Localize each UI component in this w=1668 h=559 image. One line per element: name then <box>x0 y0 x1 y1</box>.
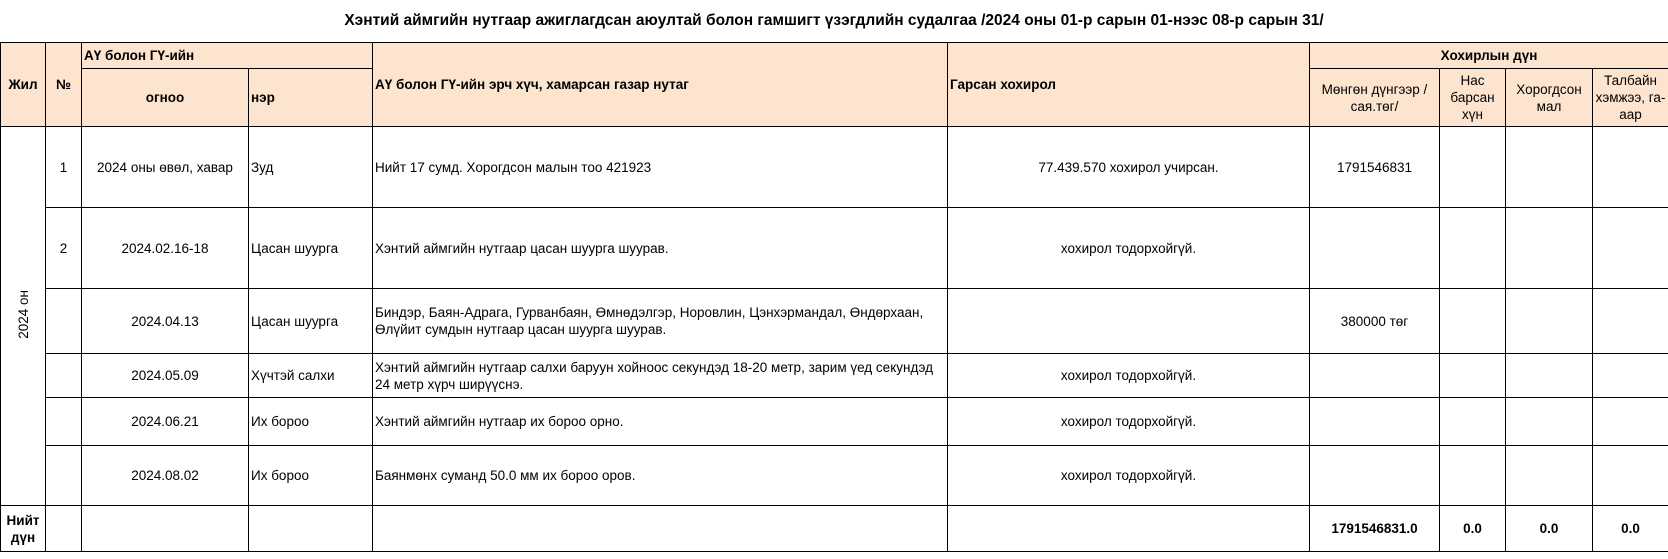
cell-deaths <box>1440 446 1506 506</box>
header-date: огноо <box>82 69 249 127</box>
disaster-table <box>0 42 1668 552</box>
cell-money: 380000 төг <box>1310 289 1440 354</box>
header-num: № <box>46 43 82 127</box>
header-damage: Гарсан хохирол <box>948 43 1310 127</box>
cell-intensity: Нийт 17 сумд. Хорогдсон малын тоо 421923 <box>373 127 948 208</box>
total-empty-cell <box>373 506 948 552</box>
cell-date: 2024 оны өвөл, хавар <box>82 127 249 208</box>
cell-num <box>46 354 82 398</box>
cell-intensity: Хэнтий аймгийн нутгаар цасан шуурга шуурав. <box>373 208 948 289</box>
cell-money <box>1310 354 1440 398</box>
table-row <box>1 354 1668 398</box>
total-empty-cell <box>948 506 1310 552</box>
cell-deaths <box>1440 127 1506 208</box>
cell-damage: 77.439.570 хохирол учирсан. <box>948 127 1310 208</box>
cell-deaths <box>1440 398 1506 446</box>
cell-date: 2024.06.21 <box>82 398 249 446</box>
cell-num <box>46 398 82 446</box>
cell-area <box>1593 446 1668 506</box>
cell-livestock <box>1506 354 1593 398</box>
cell-name: Их бороо <box>249 398 373 446</box>
header-livestock: Хорогдсон мал <box>1506 69 1593 127</box>
cell-name: Цасан шуурга <box>249 289 373 354</box>
cell-intensity: Биндэр, Баян-Адрага, Гурванбаян, Өмнөдэлгэр, Норовлин, Цэнхэрмандал, Өндөрхаан, Өлүйит сумдын нутгаар цасан шуурга шуурав. <box>373 289 948 354</box>
cell-damage: хохирол тодорхойгүй. <box>948 208 1310 289</box>
total-empty-cell <box>82 506 249 552</box>
cell-area <box>1593 127 1668 208</box>
cell-damage: хохирол тодорхойгүй. <box>948 446 1310 506</box>
cell-damage: хохирол тодорхойгүй. <box>948 398 1310 446</box>
header-event-group: АҮ болон ГҮ-ийн <box>82 43 373 69</box>
cell-deaths <box>1440 354 1506 398</box>
total-empty-cell <box>46 506 82 552</box>
total-money: 1791546831.0 <box>1310 506 1440 552</box>
table-row <box>1 208 1668 289</box>
total-label: Нийт дүн <box>1 506 46 552</box>
header-money: Мөнгөн дүнгээр /сая.төг/ <box>1310 69 1440 127</box>
cell-livestock <box>1506 398 1593 446</box>
cell-area <box>1593 289 1668 354</box>
total-row <box>1 506 1668 552</box>
total-area: 0.0 <box>1593 506 1668 552</box>
year-cell <box>1 127 46 506</box>
table-row <box>1 127 1668 208</box>
cell-name: Зуд <box>249 127 373 208</box>
cell-deaths <box>1440 208 1506 289</box>
table-row <box>1 289 1668 354</box>
cell-livestock <box>1506 208 1593 289</box>
year-label: 2024 он <box>15 290 31 339</box>
cell-money <box>1310 446 1440 506</box>
cell-money <box>1310 398 1440 446</box>
cell-area <box>1593 208 1668 289</box>
header-name: нэр <box>249 69 373 127</box>
cell-livestock <box>1506 127 1593 208</box>
header-year: Жил <box>1 43 46 127</box>
cell-intensity: Хэнтий аймгийн нутгаар их бороо орно. <box>373 398 948 446</box>
cell-name: Их бороо <box>249 446 373 506</box>
header-intensity: АҮ болон ГҮ-ийн эрч хүч, хамарсан газар нутаг <box>373 43 948 127</box>
cell-name: Цасан шуурга <box>249 208 373 289</box>
cell-num <box>46 289 82 354</box>
cell-num <box>46 446 82 506</box>
cell-area <box>1593 398 1668 446</box>
total-empty-cell <box>249 506 373 552</box>
cell-name: Хүчтэй салхи <box>249 354 373 398</box>
total-livestock: 0.0 <box>1506 506 1593 552</box>
cell-money <box>1310 208 1440 289</box>
total-deaths: 0.0 <box>1440 506 1506 552</box>
cell-intensity: Хэнтий аймгийн нутгаар салхи баруун хойноос секундэд 18-20 метр, зарим үед секундэд 24 метр хүрч ширүүснэ. <box>373 354 948 398</box>
table-row <box>1 398 1668 446</box>
cell-money: 1791546831 <box>1310 127 1440 208</box>
cell-intensity: Баянмөнх суманд 50.0 мм их бороо оров. <box>373 446 948 506</box>
cell-livestock <box>1506 446 1593 506</box>
cell-damage <box>948 289 1310 354</box>
cell-num: 2 <box>46 208 82 289</box>
cell-date: 2024.04.13 <box>82 289 249 354</box>
header-loss-group: Хохирлын дүн <box>1310 43 1668 69</box>
header-deaths: Нас барсан хүн <box>1440 69 1506 127</box>
cell-date: 2024.02.16-18 <box>82 208 249 289</box>
table-row <box>1 446 1668 506</box>
cell-num: 1 <box>46 127 82 208</box>
header-area: Талбайн хэмжээ, га-аар <box>1593 69 1668 127</box>
cell-deaths <box>1440 289 1506 354</box>
cell-date: 2024.05.09 <box>82 354 249 398</box>
cell-date: 2024.08.02 <box>82 446 249 506</box>
page-title: Хэнтий аймгийн нутгаар ажиглагдсан аюултай болон гамшигт үзэгдлийн судалгаа /2024 оны 01-р сарын 01-нээс 08-р сарын 31/ <box>344 12 1324 29</box>
cell-area <box>1593 354 1668 398</box>
cell-damage: хохирол тодорхойгүй. <box>948 354 1310 398</box>
cell-livestock <box>1506 289 1593 354</box>
